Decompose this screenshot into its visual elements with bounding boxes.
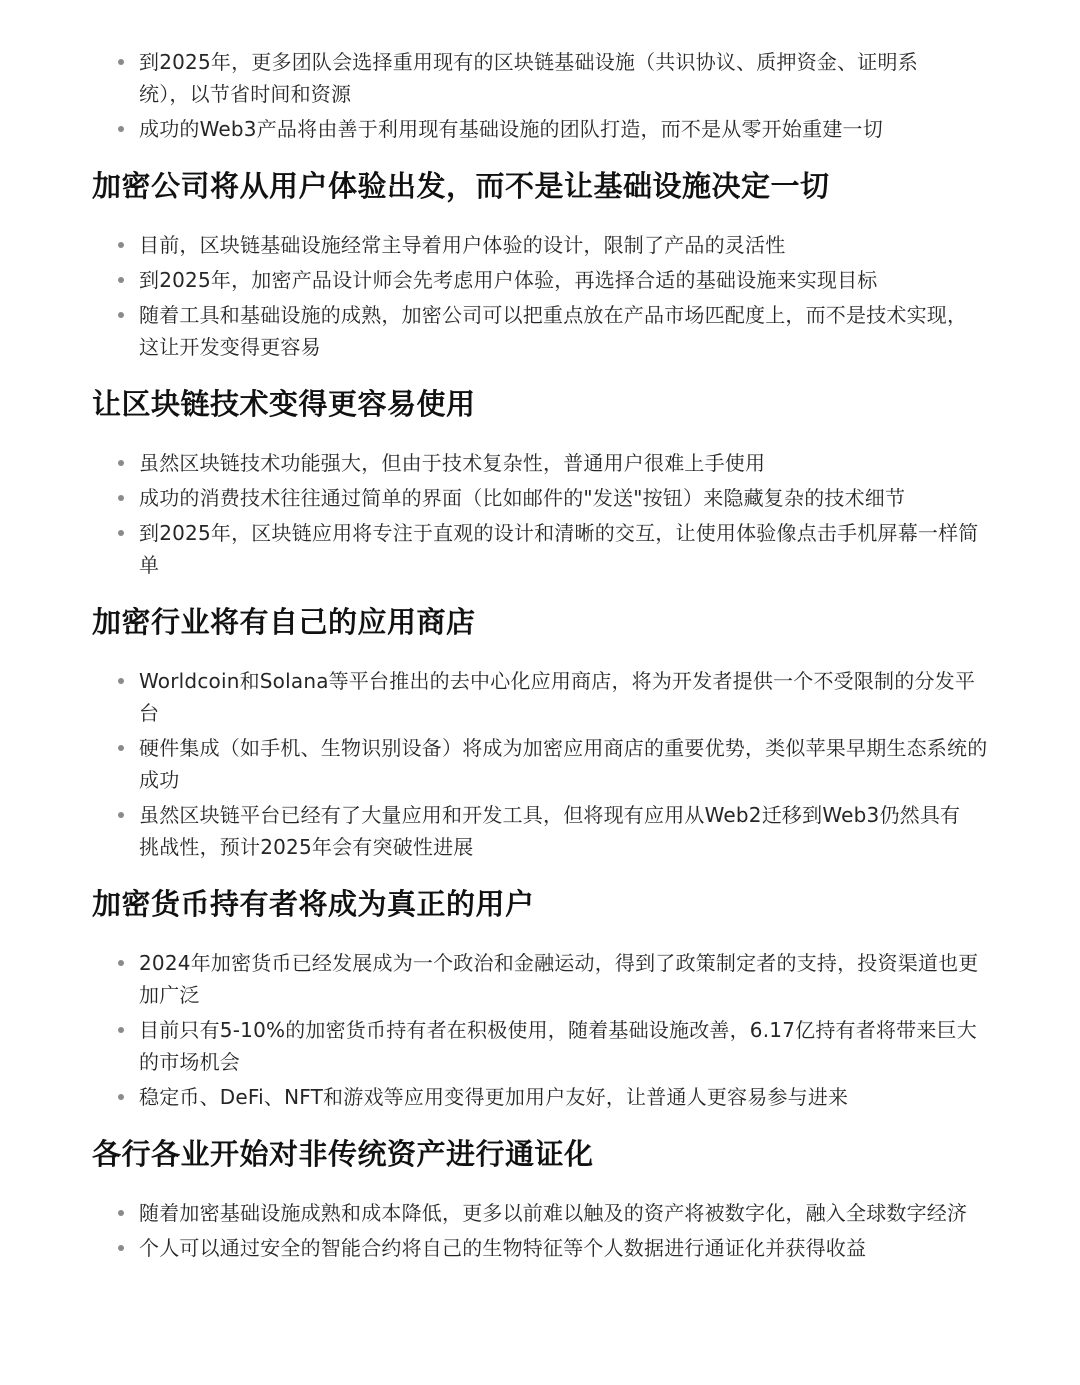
section-bullet-list — [0, 229, 1080, 363]
section-heading: 各行各业开始对非传统资产进行通证化 — [92, 1137, 594, 1171]
bullet-icon — [118, 277, 124, 283]
list-item — [0, 1014, 1080, 1078]
bullet-icon — [118, 678, 124, 684]
section-heading: 让区块链技术变得更容易使用 — [92, 387, 476, 421]
section-bullet-list — [0, 1197, 1080, 1264]
list-item — [0, 447, 1080, 479]
list-item — [0, 517, 1080, 581]
bullet-icon — [118, 530, 124, 536]
list-item — [0, 113, 1080, 145]
list-item-text: 硬件集成（如手机、生物识别设备）将成为加密应用商店的重要优势，类似苹果早期生态系统的成功 — [139, 736, 988, 792]
list-item-text: 随着工具和基础设施的成熟，加密公司可以把重点放在产品市场匹配度上，而不是技术实现，这让开发变得更容易 — [139, 303, 968, 359]
list-item — [0, 1081, 1080, 1113]
section-bullet-list — [0, 665, 1080, 863]
list-item — [0, 665, 1080, 729]
section-heading: 加密行业将有自己的应用商店 — [92, 605, 476, 639]
list-item — [0, 299, 1080, 363]
section-bullet-list — [0, 447, 1080, 581]
list-item-text: 到2025年，区块链应用将专注于直观的设计和清晰的交互，让使用体验像点击手机屏幕一样简单 — [139, 521, 979, 577]
list-item-text: 目前只有5-10%的加密货币持有者在积极使用，随着基础设施改善，6.17亿持有者将带来巨大的市场机会 — [139, 1018, 977, 1074]
section-heading: 加密货币持有者将成为真正的用户 — [92, 887, 535, 921]
list-item-text: 随着加密基础设施成熟和成本降低，更多以前难以触及的资产将被数字化，融入全球数字经济 — [139, 1201, 968, 1225]
bullet-icon — [118, 495, 124, 501]
bullet-icon — [118, 242, 124, 248]
list-item — [0, 1197, 1080, 1229]
list-item — [0, 482, 1080, 514]
section-bullet-list — [0, 947, 1080, 1113]
list-item — [0, 264, 1080, 296]
list-item-text: 个人可以通过安全的智能合约将自己的生物特征等个人数据进行通证化并获得收益 — [139, 1236, 867, 1260]
bullet-icon — [118, 312, 124, 318]
list-item-text: 目前，区块链基础设施经常主导着用户体验的设计，限制了产品的灵活性 — [139, 233, 786, 257]
intro-bullet-list — [0, 46, 1080, 145]
list-item-text: 成功的消费技术往往通过简单的界面（比如邮件的"发送"按钮）来隐藏复杂的技术细节 — [139, 486, 906, 510]
bullet-icon — [118, 960, 124, 966]
bullet-icon — [118, 745, 124, 751]
bullet-icon — [118, 1245, 124, 1251]
list-item — [0, 1232, 1080, 1264]
list-item-text: Worldcoin和Solana等平台推出的去中心化应用商店，将为开发者提供一个不受限制的分发平台 — [139, 669, 976, 725]
list-item-text: 到2025年，更多团队会选择重用现有的区块链基础设施（共识协议、质押资金、证明系统），以节省时间和资源 — [139, 50, 918, 106]
bullet-icon — [118, 460, 124, 466]
list-item-text: 虽然区块链平台已经有了大量应用和开发工具，但将现有应用从Web2迁移到Web3仍然具有挑战性，预计2025年会有突破性进展 — [139, 803, 961, 859]
bullet-icon — [118, 59, 124, 65]
bullet-icon — [118, 1210, 124, 1216]
list-item-text: 成功的Web3产品将由善于利用现有基础设施的团队打造，而不是从零开始重建一切 — [139, 117, 883, 141]
bullet-icon — [118, 812, 124, 818]
list-item — [0, 46, 1080, 110]
list-item-text: 到2025年，加密产品设计师会先考虑用户体验，再选择合适的基础设施来实现目标 — [139, 268, 878, 292]
list-item-text: 稳定币、DeFi、NFT和游戏等应用变得更加用户友好，让普通人更容易参与进来 — [139, 1085, 849, 1109]
bullet-icon — [118, 1027, 124, 1033]
section-heading: 加密公司将从用户体验出发，而不是让基础设施决定一切 — [92, 169, 830, 203]
bullet-icon — [118, 126, 124, 132]
list-item-text: 2024年加密货币已经发展成为一个政治和金融运动，得到了政策制定者的支持，投资渠道也更加广泛 — [139, 951, 979, 1007]
list-item-text: 虽然区块链技术功能强大，但由于技术复杂性，普通用户很难上手使用 — [139, 451, 766, 475]
list-item — [0, 229, 1080, 261]
bullet-icon — [118, 1094, 124, 1100]
list-item — [0, 947, 1080, 1011]
list-item — [0, 732, 1080, 796]
list-item — [0, 799, 1080, 863]
